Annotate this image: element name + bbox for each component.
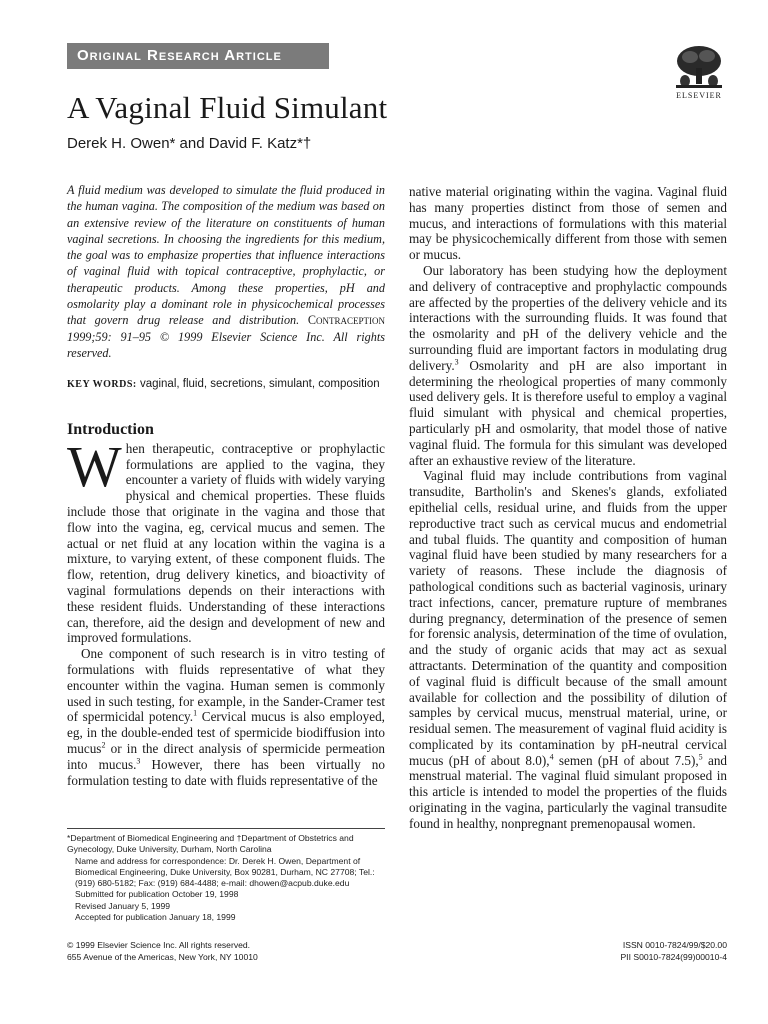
citation-ref-4: 4 <box>549 752 554 762</box>
footnote-accepted: Accepted for publication January 18, 1999 <box>75 912 236 923</box>
article-title: A Vaginal Fluid Simulant <box>67 90 388 125</box>
section-heading-introduction: Introduction <box>67 420 154 438</box>
footer-identifiers <box>620 940 727 963</box>
drop-cap: W <box>67 433 122 499</box>
intro-p2-text-d: However, there has been virtually no formulation testing to date with fluids representative of the <box>67 756 385 788</box>
abstract-text: A fluid medium was developed to simulate the fluid produced in the human vagina. The composition of the medium was based on an extensive review of the literature on constituents of human vaginal secretions. In choosing the ingredients for this medium, the goal was to emphasize properties that influence interactions of vaginal fluid with topical contraceptive, prophylactic, or therapeutic products. Among these properties, pH and osmolarity play a dominant role in physicochemical processes that govern drug release and distribution. <box>67 183 385 328</box>
right-column <box>409 184 727 832</box>
keywords-label: KEY WORDS: <box>67 379 137 391</box>
intro-p2-text-c: or in the direct analysis of spermicide permeation into mucus. <box>67 740 385 772</box>
footer-pii: PII S0010-7824(99)00010-4 <box>620 951 727 962</box>
intro-p2-text-b: Cervical mucus is also employed, eg, in the double-ended test of spermicide biodiffusion into mucus <box>67 709 385 756</box>
right-p2-text-a: Our laboratory has been studying how the deployment and delivery of contraceptive and prophylactic compounds are affected by the properties of the delivery vehicle and its interactions with the surrounding fluids. It was found that the osmolarity and pH of the delivery vehicle and the surrounding fluid are important factors in modulating drug delivery. <box>409 262 727 373</box>
left-column <box>67 182 385 788</box>
right-p3-text-c: and menstrual material. The vaginal fluid simulant proposed in this article is intended to model the properties of the fluids originating in the vagina, particularly the vaginal transudite found in healthy, nonpregnant premenopausal women. <box>409 752 728 831</box>
footer-issn: ISSN 0010-7824/99/$20.00 <box>622 940 727 950</box>
footnote-submitted: Submitted for publication October 19, 1998 <box>75 889 239 900</box>
keywords <box>67 377 385 393</box>
section-label: Original Research Article <box>67 43 329 69</box>
footer-address: 655 Avenue of the Americas, New York, NY 10010 <box>67 951 258 962</box>
elsevier-tree-icon <box>672 44 726 90</box>
footer-publisher <box>67 940 258 963</box>
citation-ref-3b: 3 <box>454 357 459 367</box>
keywords-text: vaginal, fluid, secretions, simulant, composition <box>139 378 380 391</box>
intro-p2-text-a: One component of such research is in vitro testing of formulations with fluids representative of what they encounter within the vagina. Human semen is commonly used in such testing, for example, in the Sander-Cramer test of spermicidal potency. <box>67 646 385 725</box>
right-paragraph-3 <box>409 468 727 831</box>
footnote-affiliation: *Department of Biomedical Engineering and †Department of Obstetrics and Gynecology, Duke University, Durham, North Carolina <box>67 833 354 855</box>
right-p3-text-a: Vaginal fluid may include contributions from vaginal transudite, Bartholin's and Skenes's glands, exfoliated epithelial cells, residual urine, and fluids from the upper reproductive tract such as cervical mucus and endometrial and tubal fluids. The quantity and composition of human vaginal fluid have been studied by many researchers for a variety of reasons. These include the diagnosis of pathological conditions such as bacterial vaginosis, urinary tract infections, cancer, premature rupture of membranes during pregnancy, determination of the presence of semen for forensic analysis, determination of the time of ovulation, and the study of organic acids that may act as sexual attractants. Determination of the quantity and composition of vaginal fluid is difficult because of the small amount available for collection and the possibility of dilution of samples by cervical mucus, menstrual material, urine, or residual semen. The measurement of vaginal fluid acidity is complicated by its contamination by pH-neutral cervical mucus (pH of about 8.0), <box>409 468 727 768</box>
intro-paragraph-1 <box>67 433 385 646</box>
footer-copyright: © 1999 Elsevier Science Inc. All rights reserved. <box>67 940 251 950</box>
intro-p1-text: hen therapeutic, contraceptive or prophylactic formulations are applied to the vagina, they encounter a variety of fluids with widely varying physical and chemical properties. These fluids include those that originate in the vagina and those that flow into the vagina, eg, cervical mucus and semen. The actual or net fluid at any location within the vagina is a mixture, to varying extent, of these component fluids. The flow, retention, drug delivery kinetics, and bioactivity of vaginal formulations depends on their interactions with these resident fluids. Understanding of these interactions can, therefore, aid the design and development of new and improved formulations. <box>67 440 385 646</box>
footnote-correspondence: Name and address for correspondence: Dr. Derek H. Owen, Department of Biomedical Engineering, Duke University, Box 90281, Durham, NC 27708; Tel.: (919) 680-5182; Fax: (919) 684-4488; e-mail: dhowen@acpub.duke.edu <box>75 855 375 889</box>
right-paragraph-1: native material originating within the vagina. Vaginal fluid has many properties distinct from those of semen and mucus, and interactions of formulations with this material may be physicochemically different from those with semen or mucus. <box>409 184 727 263</box>
citation-ref-3: 3 <box>136 756 141 766</box>
intro-paragraph-2 <box>67 646 385 788</box>
right-p2-text-b: Osmolarity and pH are also important in determining the rheological properties of many commonly used delivery gels. It is therefore useful to employ a vaginal fluid simulant with physical and chemical properties, particularly pH and osmolarity, that model those of native vaginal fluid. The formula for this simulant was developed after an exhaustive review of the literature. <box>409 357 727 468</box>
right-paragraph-2 <box>409 263 727 468</box>
footnotes <box>67 828 385 923</box>
publisher-name: ELSEVIER <box>676 91 722 100</box>
citation-ref-1: 1 <box>193 708 198 718</box>
citation-ref-5: 5 <box>698 752 703 762</box>
footnote-revised: Revised January 5, 1999 <box>75 900 171 911</box>
publisher-logo <box>672 44 726 102</box>
citation-ref-2: 2 <box>101 740 106 750</box>
journal-name: Contraception <box>307 313 386 328</box>
article-authors: Derek H. Owen* and David F. Katz*† <box>67 135 312 152</box>
abstract-citation: 1999;59: 91–95 © 1999 Elsevier Science Inc. All rights reserved. <box>67 329 385 360</box>
abstract <box>67 182 385 361</box>
right-p3-text-b: semen (pH of about 7.5), <box>553 752 699 768</box>
